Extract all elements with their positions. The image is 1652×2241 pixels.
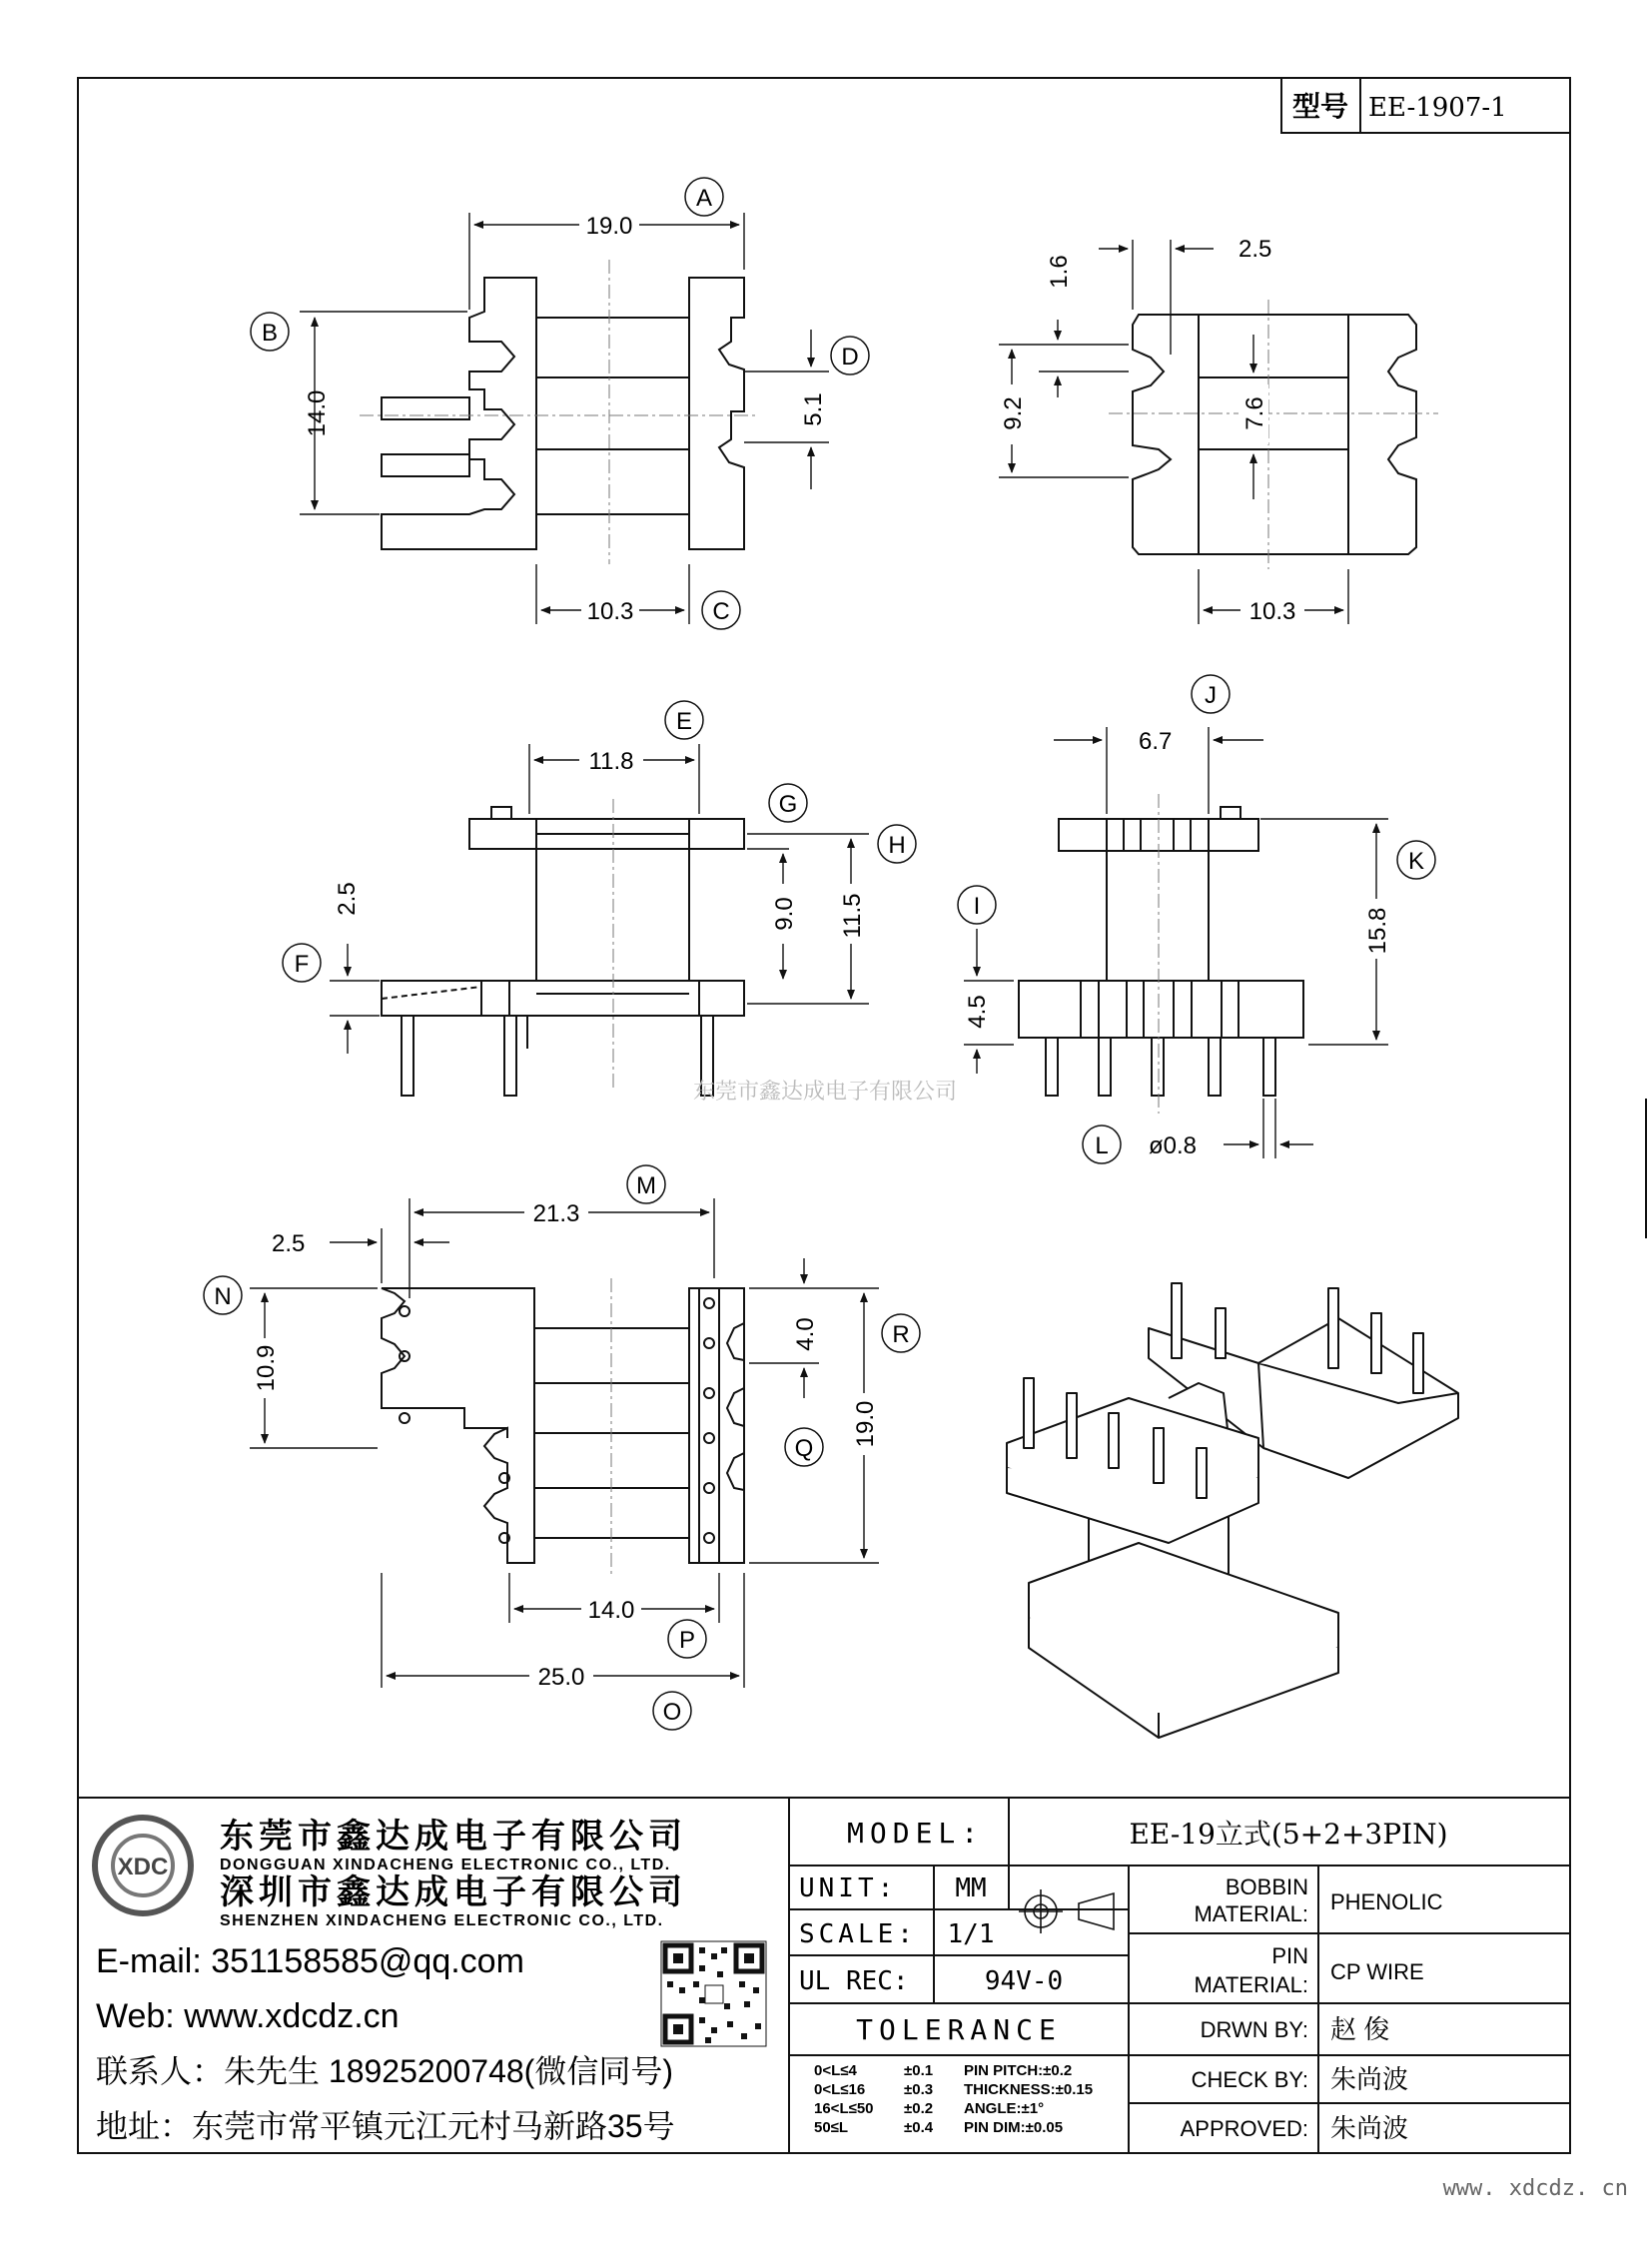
model-label: MODEL: <box>847 1817 985 1850</box>
front-right-dims <box>964 727 1388 1158</box>
callout-q: Q <box>794 1435 814 1462</box>
type-value: EE-1907-1 <box>1368 93 1507 123</box>
tolerance-label: TOLERANCE <box>856 2013 1062 2046</box>
dim-19-0: 19.0 <box>585 213 633 240</box>
callout-g: G <box>778 791 798 818</box>
dim-21-3: 21.3 <box>532 1200 580 1227</box>
dim-19-0-bottom: 19.0 <box>852 1400 879 1448</box>
callout-k: K <box>1407 848 1425 875</box>
bottom-view <box>382 1288 744 1563</box>
bobbin-label-1: BOBBIN <box>1225 1874 1308 1899</box>
qr-code <box>661 1941 766 2046</box>
tolerance-table <box>814 2062 1093 2136</box>
tol-r3-range: 16<L≤50 <box>814 2100 874 2117</box>
dim-7-6: 7.6 <box>1241 396 1268 430</box>
model-value: EE-19立式(5+2+3PIN) <box>1129 1818 1448 1851</box>
callout-a: A <box>695 185 713 212</box>
check-value: 朱尚波 <box>1330 2064 1409 2094</box>
logo-text: XDC <box>117 1854 169 1880</box>
side-view-centerlines <box>1109 300 1438 569</box>
tol-r1-range: 0<L≤4 <box>814 2062 857 2079</box>
dim-25-0: 25.0 <box>537 1664 585 1691</box>
callout-n: N <box>214 1283 232 1310</box>
front-right-labels <box>961 728 1391 1159</box>
side-view-labels <box>1000 236 1304 625</box>
company-contact: 联系人：朱先生 18925200748(微信同号) <box>96 2053 673 2089</box>
top-callouts <box>251 178 869 629</box>
dim-pin-dia: ø0.8 <box>1149 1132 1198 1159</box>
check-label: CHECK BY: <box>1191 2067 1308 2092</box>
dim-10-3-side: 10.3 <box>1248 598 1296 625</box>
drawn-label: DRWN BY: <box>1200 2017 1308 2042</box>
approved-value: 朱尚波 <box>1330 2113 1409 2143</box>
bottom-view-dims <box>250 1198 879 1688</box>
tol-r4-note: PIN DIM:±0.05 <box>964 2119 1064 2136</box>
callout-h: H <box>888 832 906 859</box>
company-email: E-mail: 351158585@qq.com <box>96 1942 524 1980</box>
model-header <box>1281 78 1570 133</box>
unit-label: UNIT: <box>799 1873 898 1903</box>
company-address: 地址：东莞市常平镇元江元村马新路35号 <box>96 2108 675 2144</box>
company-name-dg: 东莞市鑫达成电子有限公司 <box>220 1818 687 1856</box>
callout-j: J <box>1205 682 1217 709</box>
dim-14-0-bottom: 14.0 <box>587 1597 635 1624</box>
top-view-dims <box>300 213 829 624</box>
bobbin-value: PHENOLIC <box>1330 1889 1443 1914</box>
isometric-view <box>1007 1283 1458 1738</box>
company-name-sz-en: SHENZHEN XINDACHENG ELECTRONIC CO., LTD. <box>220 1912 664 1929</box>
company-name-dg-en: DONGGUAN XINDACHENG ELECTRONIC CO., LTD. <box>220 1857 671 1873</box>
callout-c: C <box>712 598 730 625</box>
dim-1-6: 1.6 <box>1046 255 1073 289</box>
footer-url: www. xdcdz. cn <box>1442 2176 1628 2201</box>
callout-d: D <box>841 344 859 371</box>
dim-11-8: 11.8 <box>588 748 634 775</box>
dim-15-8: 15.8 <box>1364 907 1391 955</box>
tol-r3-note: ANGLE:±1° <box>964 2100 1045 2117</box>
callout-o: O <box>662 1699 682 1726</box>
dim-5-1: 5.1 <box>800 392 827 426</box>
callout-i: I <box>973 893 981 920</box>
tol-r2-range: 0<L≤16 <box>814 2081 866 2098</box>
dim-10-3: 10.3 <box>586 598 634 625</box>
callout-e: E <box>675 708 693 735</box>
callout-b: B <box>261 320 279 347</box>
side-view <box>1133 315 1416 554</box>
dim-2-5-bottom: 2.5 <box>272 1230 306 1257</box>
callout-p: P <box>678 1627 696 1654</box>
ulrec-label: UL REC: <box>799 1966 909 1996</box>
ulrec-value: 94V-0 <box>984 1966 1064 1996</box>
callout-r: R <box>892 1321 910 1348</box>
front-right-view <box>1019 807 1303 1096</box>
company-name-sz: 深圳市鑫达成电子有限公司 <box>220 1873 687 1911</box>
dim-6-7: 6.7 <box>1139 728 1173 755</box>
dim-11-5: 11.5 <box>839 893 866 939</box>
top-view <box>382 278 744 549</box>
projection-symbol-icon <box>1019 1889 1114 1933</box>
pin-label-1: PIN <box>1271 1943 1308 1968</box>
dim-10-9: 10.9 <box>253 1344 280 1392</box>
side-view-dims <box>999 240 1348 624</box>
bobbin-label-2: MATERIAL: <box>1194 1901 1308 1926</box>
pin-value: CP WIRE <box>1330 1959 1424 1984</box>
dim-9-0: 9.0 <box>771 897 798 931</box>
watermark: 东莞市鑫达成电子有限公司 <box>692 1079 958 1104</box>
scale-value: 1/1 <box>947 1919 995 1949</box>
approved-label: APPROVED: <box>1180 2116 1308 2141</box>
tol-r4-range: 50≤L <box>814 2119 849 2136</box>
type-label: 型号 <box>1291 91 1349 122</box>
pin-label-2: MATERIAL: <box>1194 1972 1308 1997</box>
dim-2-5-side: 2.5 <box>1239 236 1272 263</box>
company-logo <box>95 1818 191 1913</box>
callout-m: M <box>636 1172 656 1199</box>
company-web: Web: www.xdcdz.cn <box>96 1997 400 2035</box>
scale-label: SCALE: <box>799 1919 917 1949</box>
dim-9-2: 9.2 <box>1000 396 1027 430</box>
tol-r2-note: THICKNESS:±0.15 <box>964 2081 1094 2098</box>
front-view-labels <box>334 745 866 944</box>
tol-r4-value: ±0.4 <box>904 2119 934 2136</box>
dim-4-0: 4.0 <box>792 1317 819 1351</box>
front-view <box>382 807 744 1096</box>
unit-value: MM <box>955 1873 987 1903</box>
title-block-text <box>799 1817 1448 2046</box>
tol-r1-note: PIN PITCH:±0.2 <box>964 2062 1073 2079</box>
tol-r2-value: ±0.3 <box>904 2081 934 2098</box>
dim-4-5: 4.5 <box>964 995 991 1029</box>
drawn-value: 赵 俊 <box>1330 2014 1390 2044</box>
dim-14-0: 14.0 <box>304 389 331 437</box>
tol-r1-value: ±0.1 <box>904 2062 934 2079</box>
top-view-centerlines <box>360 260 759 564</box>
tol-r3-value: ±0.2 <box>904 2100 934 2117</box>
front-callouts <box>283 701 916 982</box>
callout-f: F <box>294 951 310 978</box>
callout-l: L <box>1095 1132 1109 1159</box>
dim-2-5-front: 2.5 <box>334 882 361 916</box>
